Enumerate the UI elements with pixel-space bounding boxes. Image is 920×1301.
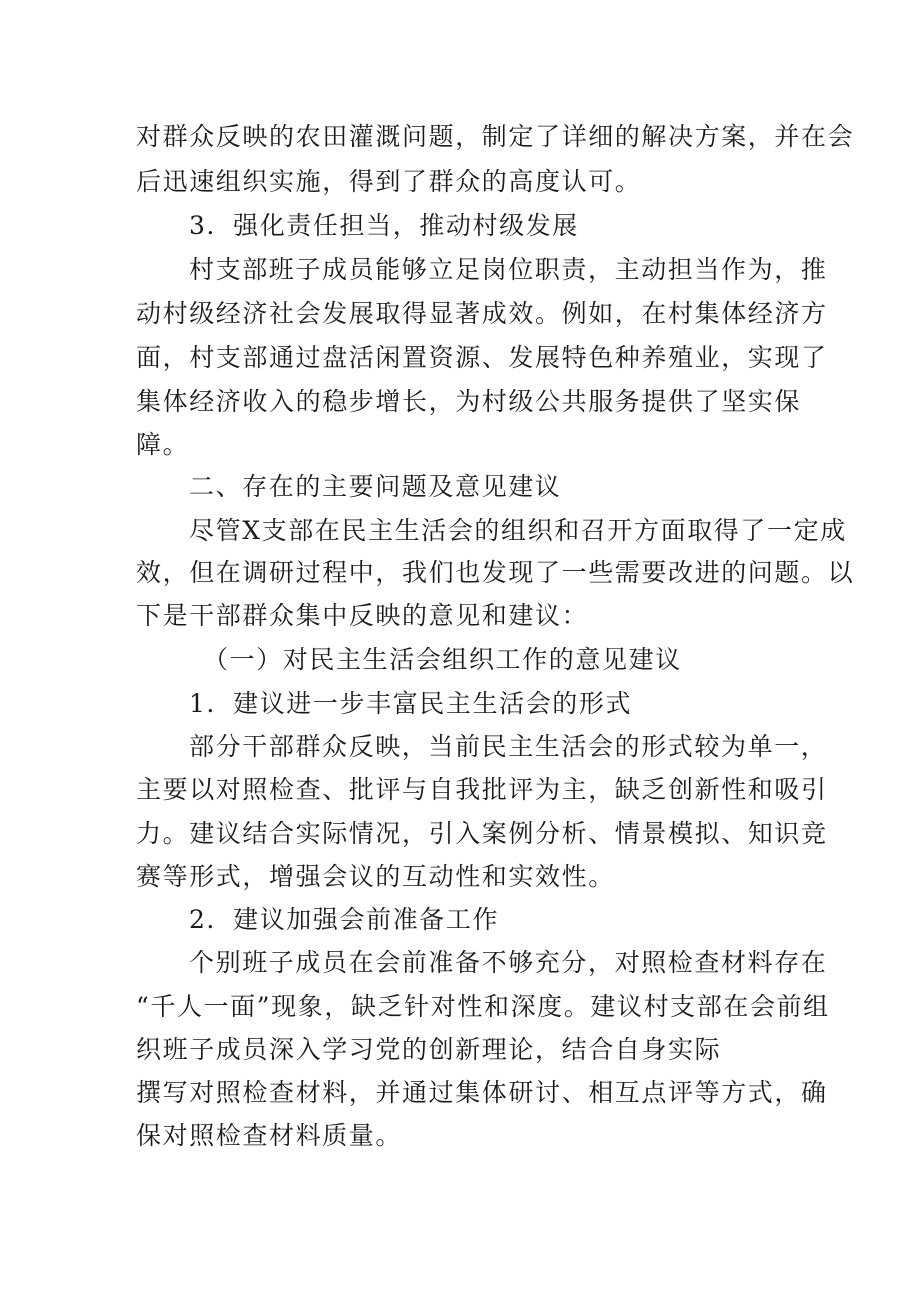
paragraph-line: “千人一面”现象，缺乏针对性和深度。建议村支部在会前组 <box>136 992 830 1021</box>
paragraph-line: 对群众反映的农田灌溉问题，制定了详细的解决方案，并在会 <box>136 122 855 151</box>
paragraph-line: 障。 <box>136 430 190 459</box>
paragraph-line: 尽管X支部在民主生活会的组织和召开方面取得了一定成 <box>189 516 847 545</box>
paragraph-line: 保对照检查材料质量。 <box>136 1121 403 1150</box>
paragraph-line: 赛等形式，增强会议的互动性和实效性。 <box>136 862 615 891</box>
paragraph-line: 力。建议结合实际情况，引入案例分析、情景模拟、知识竞 <box>136 819 828 848</box>
section-heading: 1．建议进一步丰富民主生活会的形式 <box>189 689 633 718</box>
paragraph-line: 村支部班子成员能够立足岗位职责，主动担当作为，推 <box>189 255 828 284</box>
paragraph-line: 个别班子成员在会前准备不够充分，对照检查材料存在 <box>189 948 828 977</box>
paragraph-line: 部分干部群众反映，当前民主生活会的形式较为单一， <box>189 732 828 761</box>
section-heading: 3．强化责任担当，推动村级发展 <box>189 211 579 240</box>
paragraph-line: 撰写对照检查材料，并通过集体研讨、相互点评等方式，确 <box>136 1078 828 1107</box>
paragraph-line: 织班子成员深入学习党的创新理论，结合自身实际 <box>136 1035 722 1064</box>
paragraph-line: 后迅速组织实施，得到了群众的高度认可。 <box>136 167 642 196</box>
paragraph-line: 主要以对照检查、批评与自我批评为主，缺乏创新性和吸引 <box>136 775 828 804</box>
section-heading: 二、存在的主要问题及意见建议 <box>189 472 562 501</box>
paragraph-line: 效，但在调研过程中，我们也发现了一些需要改进的问题。以 <box>136 558 855 587</box>
section-heading: 2．建议加强会前准备工作 <box>189 905 500 934</box>
paragraph-line: 下是干部群众集中反映的意见和建议： <box>136 601 589 630</box>
paragraph-line: 集体经济收入的稳步增长，为村级公共服务提供了坚实保 <box>136 387 802 416</box>
subsection-heading: （一）对民主生活会组织工作的意见建议 <box>203 645 682 674</box>
paragraph-line: 面，村支部通过盘活闲置资源、发展特色种养殖业，实现了 <box>136 343 828 372</box>
paragraph-line: 动村级经济社会发展取得显著成效。例如，在村集体经济方 <box>136 299 828 328</box>
